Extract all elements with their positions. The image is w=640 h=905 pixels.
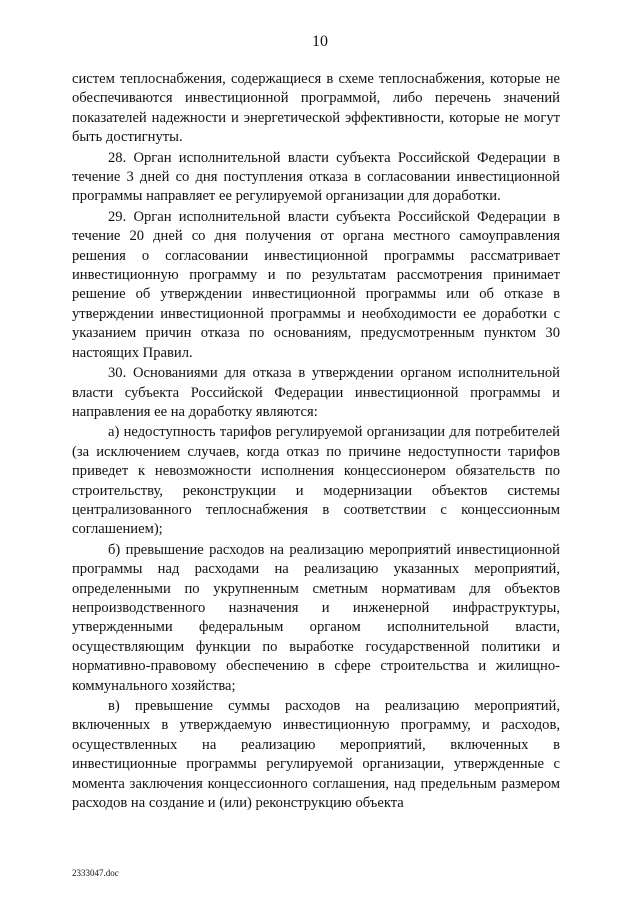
paragraph-subitem-b: б) превышение расходов на реализацию мероприятий инвестиционной программы над расходами на реализацию указанных мероприятий, определенными по укрупненным сметным нормативам для объектов непроизводственного назначения и инженерной инфраструктуры, утвержденными федеральным органом исполнительной власти, осуществляющим функции по выработке государственной политики и нормативно-правовому обеспечению в сфере строительства и жилищно-коммунального хозяйства; xyxy=(72,541,560,694)
paragraph-item-30: 30. Основаниями для отказа в утверждении органом исполнительной власти субъекта Российской Федерации инвестиционной программы и направления ее на доработку являются: xyxy=(72,365,560,420)
document-body xyxy=(72,70,560,814)
paragraph-subitem-a: а) недоступность тарифов регулируемой организации для потребителей (за исключением случаев, когда отказ по причине недоступности тарифов приведет к невозможности исполнения концессионером обязательств по строительству, реконструкции и модернизации объектов системы централизованного теплоснабжения в соответствии с концессионным соглашением); xyxy=(72,424,560,538)
paragraph-item-28: 28. Орган исполнительной власти субъекта Российской Федерации в течение 3 дней со дня поступления отказа в согласовании инвестиционной программы направляет ее регулируемой организации для доработки. xyxy=(72,149,560,205)
paragraph-subitem-v: в) превышение суммы расходов на реализацию мероприятий, включенных в утверждаемую инвестиционную программу, и расходов, осуществленных на реализацию мероприятий, включенных в инвестиционные программы регулируемой организации, утвержденные с момента заключения концессионного соглашения, над предельным размером расходов на создание и (или) реконструкцию объекта xyxy=(72,698,560,812)
paragraph-item-29: 29. Орган исполнительной власти субъекта Российской Федерации в течение 20 дней со дня получения от органа местного самоуправления решения о согласовании инвестиционной программы рассматривает инвестиционную программу и по результатам рассмотрения принимает решение об утверждении инвестиционной программы или об отказе в утверждении инвестиционной программы и необходимости ее доработки с указанием причин отказа по основаниям, предусмотренным пунктом 30 настоящих Правил. xyxy=(72,208,560,361)
paragraph-continuation: систем теплоснабжения, содержащиеся в схеме теплоснабжения, которые не обеспечиваются инвестиционной программой, либо перечень значений показателей надежности и энергетической эффективности, которые не могут быть достигнуты. xyxy=(72,71,560,146)
page-number: 10 xyxy=(312,33,328,50)
footer-filename: 2333047.doc xyxy=(72,868,119,878)
